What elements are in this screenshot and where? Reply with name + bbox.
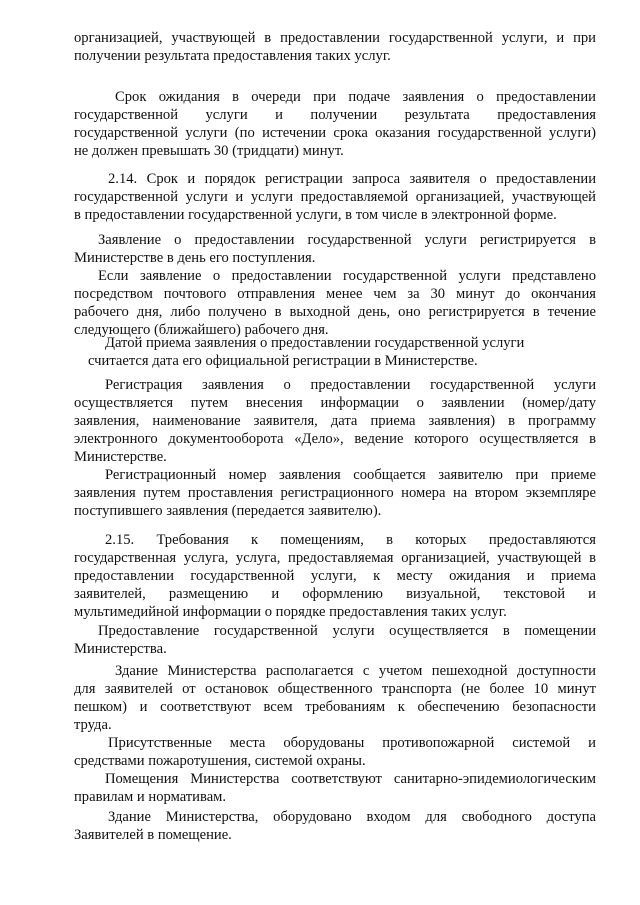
text-line: следующего (ближайшего) рабочего дня. [74, 322, 329, 338]
text-line: государственной услуги и получении результата предоставления [74, 107, 596, 123]
text-line: труда. [74, 717, 112, 733]
text-line: Если заявление о предоставлении государственной услуги представлено [98, 268, 596, 284]
text-line: мультимедийной информации о порядке предоставления таких услуг. [74, 604, 507, 620]
text-line: пешком) и соответствуют всем требованиям к обеспечению безопасности [74, 699, 596, 715]
text-line: Регистрация заявления о предоставлении государственной услуги [105, 377, 596, 393]
text-line: заявителей, размещению и оформлению визуальной, текстовой и [74, 586, 596, 602]
text-line: Заявителей в помещение. [74, 827, 232, 843]
text-line: средствами пожаротушения, системой охраны. [74, 753, 366, 769]
text-line: Заявление о предоставлении государственной услуги регистрируется в [98, 232, 596, 248]
text-line: Помещения Министерства соответствуют санитарно-эпидемиологическим [105, 771, 596, 787]
text-line: электронного документооборота «Дело», ведение которого осуществляется в [74, 431, 596, 447]
text-line: получении результата предоставления таких услуг. [74, 48, 391, 64]
text-line: Присутственные места оборудованы противопожарной системой и [108, 735, 596, 751]
text-line: государственной услуги и услуги предоставляемой организацией, участвующей [74, 189, 596, 205]
text-line: Срок ожидания в очереди при подаче заявления о предоставлении [115, 89, 596, 105]
text-line: посредством почтового отправления менее чем за 30 минут до окончания [74, 286, 596, 302]
section-heading-2-15: 2.15. Требования к помещениям, в которых предоставляются [105, 532, 596, 548]
text-line: заявления, наименование заявителя, дата приема заявления) в программу [74, 413, 596, 429]
text-line: Здание Министерства, оборудовано входом для свободного доступа [108, 809, 596, 825]
text-line: правилам и нормативам. [74, 789, 227, 805]
text-line: организацией, участвующей в предоставлении государственной услуги, и при [74, 30, 596, 46]
text-line: Министерства. [74, 641, 167, 657]
text-line: поступившего заявления (передается заявителю). [74, 503, 382, 519]
text-line: Предоставление государственной услуги осуществляется в помещении [98, 623, 596, 639]
text-line: Датой приема заявления о предоставлении государственной услуги [105, 335, 525, 351]
text-line: в предоставлении государственной услуги, в том числе в электронной форме. [74, 207, 557, 223]
text-line: для заявителей от остановок общественного транспорта (не более 10 минут [74, 681, 596, 697]
text-line: осуществляется путем внесения информации о заявлении (номер/дату [74, 395, 596, 411]
text-line: Здание Министерства располагается с учетом пешеходной доступности [115, 663, 596, 679]
text-line: предоставлении государственной услуги, к месту ожидания и приема [74, 568, 596, 584]
text-line: государственная услуга, услуга, предоставляемая организацией, участвующей в [74, 550, 596, 566]
text-line: Регистрационный номер заявления сообщается заявителю при приеме [105, 467, 596, 483]
text-line: государственной услуги (по истечении срока оказания государственной услуги) [74, 125, 596, 141]
text-line: Министерстве в день его поступления. [74, 250, 316, 266]
text-line: рабочего дня, либо получено в выходной день, оно регистрируется в течение [74, 304, 596, 320]
text-line: Министерстве. [74, 449, 167, 465]
text-line: не должен превышать 30 (тридцати) минут. [74, 143, 344, 159]
text-line: заявления путем проставления регистрационного номера на втором экземпляре [74, 485, 596, 501]
section-heading-2-14: 2.14. Срок и порядок регистрации запроса заявителя о предоставлении [108, 171, 596, 187]
text-line: считается дата его официальной регистрации в Министерстве. [88, 353, 478, 369]
